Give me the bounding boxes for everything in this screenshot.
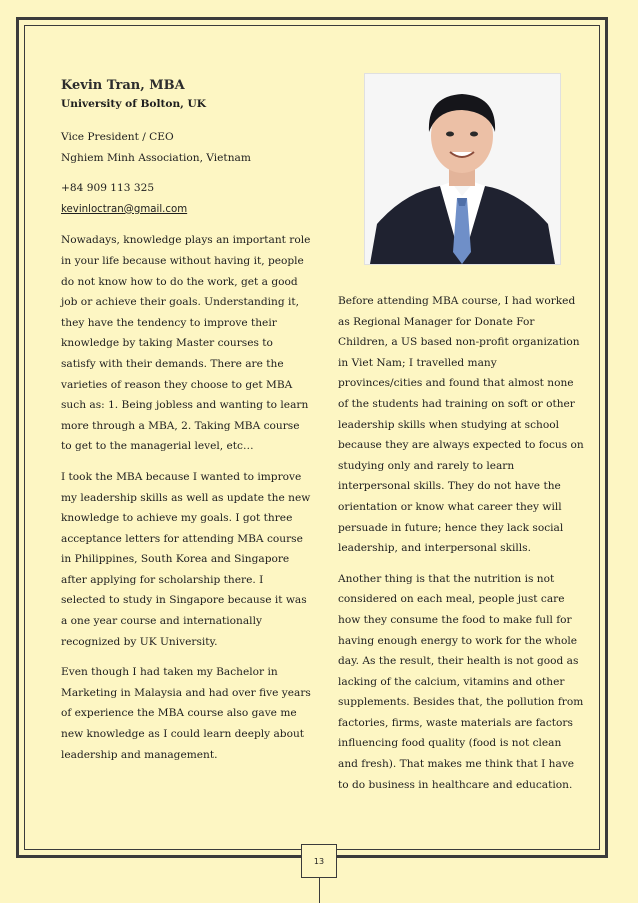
right-paragraph-2: Another thing is that the nutrition is not considered on each meal, people just care how they consume the food to make full for having enough energy to work for the whole day. As the result, their health is not good as lacking of the calcium, vitamins and other supplements. Besides that, the pollution from factories, firms, waste materials are factors influencing food quality (food is not clean and fresh). That makes me think that I have to do business in healthcare and education. bbox=[338, 572, 584, 791]
profile-photo bbox=[364, 73, 561, 265]
profile-role: Vice President / CEO bbox=[61, 131, 174, 143]
profile-school: University of Bolton, UK bbox=[61, 98, 207, 110]
left-paragraph-1: Nowadays, knowledge plays an important role in your life because without having it, people do not know how to do the work, get a good job or achieve their goals. Understanding it, they have the tendency to improve their knowledge by taking Master courses to satisfy with their demands. There are the varieties of reason they choose to get MBA such as: 1. Being jobless and wanting to learn more through a MBA, 2. Taking MBA course to get to the managerial level, etc… bbox=[61, 234, 311, 453]
left-paragraph-3: Even though I had taken my Bachelor in Marketing in Malaysia and had over five years of experience the MBA course also gave me new knowledge as I could learn deeply about leadership and management. bbox=[61, 666, 311, 761]
left-column bbox=[61, 76, 311, 775]
profile-phone: +84 909 113 325 bbox=[61, 182, 155, 195]
left-paragraph-2: I took the MBA because I wanted to improve my leadership skills as well as update the new knowledge to achieve my goals. I got three acceptance letters for attending MBA course in Philippines, South Korea and Singapore after applying for scholarship there. I selected to study in Singapore because it was a one year course and internationally recognized by UK University. bbox=[61, 470, 311, 648]
portrait-illustration bbox=[365, 74, 560, 264]
profile-name: Kevin Tran, MBA bbox=[61, 78, 185, 93]
right-column bbox=[338, 291, 584, 805]
profile-email-link[interactable]: kevinloctran@gmail.com bbox=[61, 203, 188, 215]
footer-divider bbox=[319, 878, 320, 903]
right-paragraph-1: Before attending MBA course, I had worked as Regional Manager for Donate For Children, a US based non-profit organization in Viet Nam; I travelled many provinces/cities and found that almost none of the students had training on soft or other leadership skills when studying at school because they are always expected to focus on studying only and rarely to learn interpersonal skills. They do not have the orientation or know what career they will persuade in future; hence they lack social leadership, and interpersonal skills. bbox=[338, 295, 584, 555]
page-number: 13 bbox=[301, 844, 337, 878]
profile-organization: Nghiem Minh Association, Vietnam bbox=[61, 151, 251, 164]
